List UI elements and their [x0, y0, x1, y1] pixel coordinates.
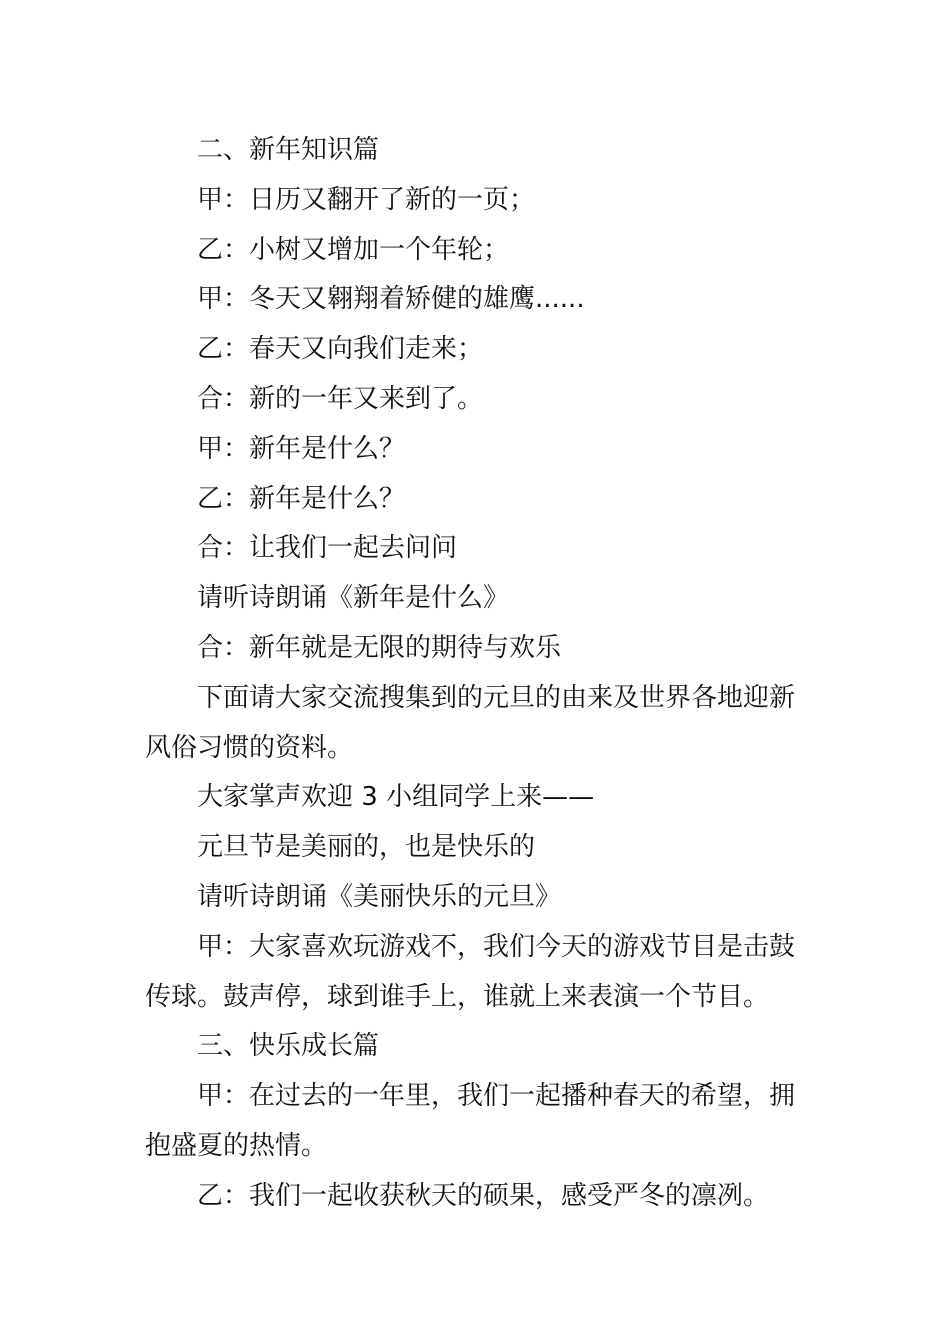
dialogue-line: 乙：新年是什么？ [197, 483, 406, 514]
body-paragraph: 下面请大家交流搜集到的元旦的由来及世界各地迎新风俗习惯的资料。 [145, 682, 796, 763]
program-line: 大家掌声欢迎 3 小组同学上来—— [197, 782, 595, 813]
section-heading: 二、新年知识篇 [197, 135, 380, 165]
dialogue-line: 合：新的一年又来到了。 [197, 383, 484, 414]
dialogue-line: 甲：大家喜欢玩游戏不，我们今天的游戏节目是击鼓传球。鼓声停，球到谁手上，谁就上来表演一个节目。 [145, 931, 796, 1012]
dialogue-line: 甲：冬天又翱翔着矫健的雄鹰...... [197, 284, 585, 315]
program-line: 请听诗朗诵《新年是什么》 [197, 583, 510, 614]
dialogue-line: 甲：日历又翻开了新的一页； [197, 184, 536, 215]
dialogue-line: 乙：我们一起收获秋天的硕果，感受严冬的凛冽。 [197, 1180, 770, 1211]
dialogue-line: 乙：小树又增加一个年轮； [197, 234, 510, 265]
dialogue-line: 甲：在过去的一年里，我们一起播种春天的希望，拥抱盛夏的热情。 [145, 1081, 796, 1161]
dialogue-line: 合：让我们一起去问问 [197, 533, 458, 564]
program-line: 请听诗朗诵《美丽快乐的元旦》 [197, 881, 562, 912]
dialogue-line: 乙：春天又向我们走来； [197, 334, 484, 365]
document-body [145, 126, 810, 1222]
section-heading: 三、快乐成长篇 [197, 1031, 380, 1062]
dialogue-line: 甲：新年是什么？ [197, 433, 406, 464]
program-line: 元旦节是美丽的，也是快乐的 [197, 832, 536, 863]
dialogue-line: 合：新年就是无限的期待与欢乐 [197, 632, 562, 663]
